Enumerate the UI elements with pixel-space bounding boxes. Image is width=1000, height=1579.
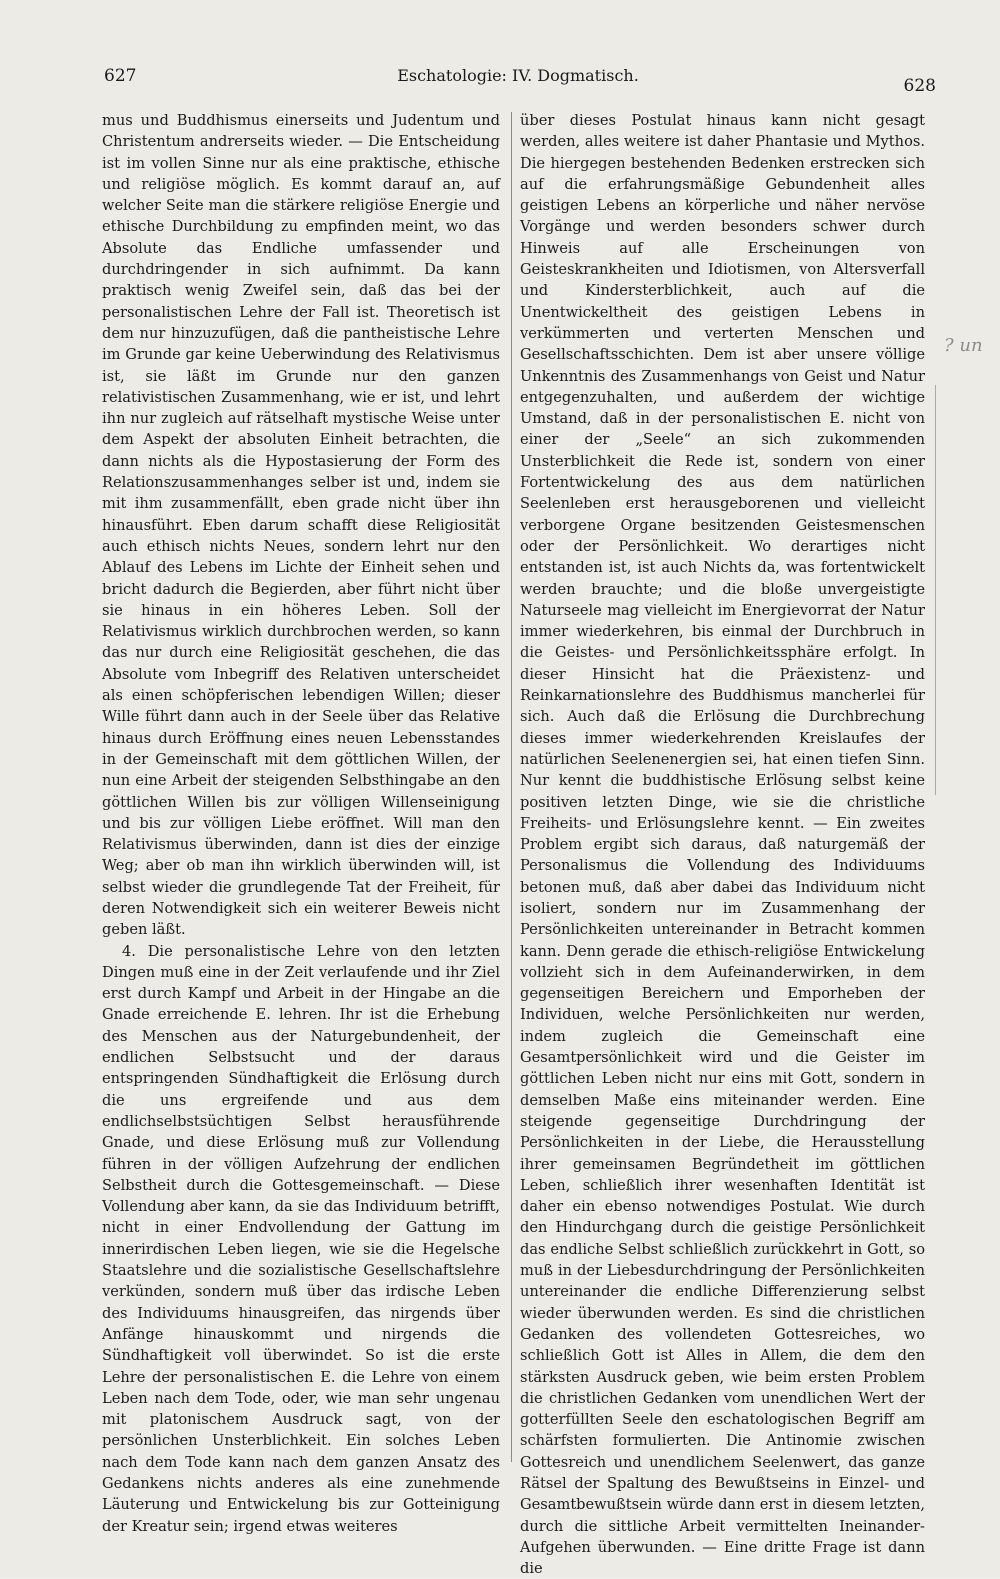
margin-handwritten-note: ? un [944,335,983,356]
paragraph: mus und Buddhismus einerseits und Judentum und Christentum andrerseits wieder. — Die Entscheidung ist im vollen Sinne nur als eine praktische, ethische und religiöse möglich. Es kommt darauf an, auf welcher Seite man die stärkere religiöse Energie und ethische Durchbildung zu empfinden meint, wo das Absolute das Endliche umfassender und durchdringender in sich aufnimmt. Da kann praktisch wenig Zweifel sein, daß das bei der personalistischen Lehre der Fall ist. Theoretisch ist dem nur hinzuzufügen, daß die pantheistische Lehre im Grunde gar keine Ueberwindung des Relativismus ist, sie läßt im Grunde nur den ganzen relativistischen Zusammenhang, wie er ist, und lehrt ihn nur zugleich auf rätselhaft mystische Weise unter dem Aspekt der absoluten Einheit betrachten, die dann nichts als die Hypostasierung der Form des Relationszusammenhanges selber ist und, indem sie mit ihm zusammenfällt, eben grade nicht über ihn hinausführt. Eben darum schafft diese Religiosität auch ethisch nichts Neues, sondern lehrt nur den Ablauf des Lebens im Lichte der Einheit sehen und bricht dadurch die Begierden, aber führt nicht über sie hinaus in ein höheres Leben. Soll der Relativismus wirklich durchbrochen werden, so kann das nur durch eine Religiosität geschehen, die das Absolute vom Inbegriff des Relativen unterscheidet als einen schöpferischen lebendigen Willen; dieser Wille führt dann auch in der Seele über das Relative hinaus durch Eröffnung eines neuen Lebensstandes in der Gemeinschaft mit dem göttlichen Willen, der nun eine Arbeit der steigenden Selbsthingabe an den göttlichen Willen bis zur völligen Willenseinigung und bis zur völligen Liebe eröffnet. Will man den Relativismus überwinden, dann ist dies der einzige Weg; aber ob man ihn wirklich überwinden will, ist selbst wieder die grundlegende Tat der Freiheit, für deren Notwendigkeit sich ein weiterer Beweis nicht geben läßt. [102,112,500,939]
column-divider [511,112,512,1462]
text-column-right [520,110,925,1578]
paragraph: 4. Die personalistische Lehre von den letzten Dingen muß eine in der Zeit verlaufende und ihr Ziel erst durch Kampf und Arbeit in der Hingabe an die Gnade erreichende E. lehren. Ihr ist die Erhebung des Menschen aus der Naturgebundenheit, der endlichen Selbstsucht und der daraus entspringenden Sündhaftigkeit die Erlösung durch die uns ergreifende und aus dem endlichselbstsüchtigen Selbst herausführende Gnade, und diese Erlösung muß zur Vollendung führen in der völligen Aufzehrung der endlichen Selbstheit durch die Gottesgemeinschaft. — Diese Vollendung aber kann, da sie das Individuum betrifft, nicht in einer Endvollendung der Gattung im innerirdischen Leben liegen, wie sie die Hegelsche Staatslehre und die sozialistische Gesellschaftslehre verkünden, sondern muß über das irdische Leben des Individuums hinausgreifen, das nirgends über Anfänge hinauskommt und nirgends die Sündhaftigkeit voll überwindet. So ist die erste Lehre der personalistischen E. die Lehre von einem Leben nach dem Tode, oder, wie man sehr ungenau mit platonischem Ausdruck sagt, von der persönlichen Unsterblichkeit. Ein solches Leben nach dem Tode kann nach dem ganzen Ansatz des Gedankens nichts anderes als eine zunehmende Läuterung und Entwickelung bis zur Gotteinigung der Kreatur sein; irgend etwas weiteres [102,942,500,1535]
running-title: Eschatologie: IV. Dogmatisch. [397,66,639,85]
paragraph: über dieses Postulat hinaus kann nicht gesagt werden, alles weitere ist daher Phantasie und Mythos. Die hiergegen bestehenden Bedenken erstrecken sich auf die erfahrungsmäßige Gebundenheit alles geistigen Lebens an körperliche und näher nervöse Vorgänge und werden besonders schwer durch Hinweis auf alle Erscheinungen von Geisteskrankheiten und Idiotismen, von Altersverfall und Kindersterblichkeit, auch auf die Unentwickeltheit des geistigen Lebens in verkümmerten und verterten Menschen und Gesellschaftsschichten. Dem ist aber unsere völlige Unkenntnis des Zusammenhangs von Geist und Natur entgegenzuhalten, und außerdem der wichtige Umstand, daß in der personalistischen E. nicht von einer der „Seele“ an sich zukommenden Unsterblichkeit die Rede ist, sondern von einer Fortentwickelung des aus dem natürlichen Seelenleben erst herausgeborenen und vielleicht verborgene Organe besitzenden Geistesmenschen oder der Persönlichkeit. Wo derartiges nicht entstanden ist, ist auch Nichts da, was fortentwickelt werden brauchte; und die bloße unvergeistigte Naturseele mag vielleicht im Energievorrat der Natur immer wiederkehren, bis einmal der Durchbruch in die Geistes- und Persönlichkeitssphäre erfolgt. In dieser Hinsicht hat die Präexistenz- und Reinkarnationslehre des Buddhismus mancherlei für sich. Auch daß die Erlösung die Durchbrechung dieses immer wiederkehrenden Kreislaufes der natürlichen Seelenenergien sei, hat einen tiefen Sinn. Nur kennt die buddhistische Erlösung selbst keine positiven letzten Dinge, wie sie die christliche Freiheits- und Erlösungslehre kennt. — Ein zweites Problem ergibt sich daraus, daß naturgemäß der Personalismus die Vollendung des Individuums betonen muß, daß aber dabei das Individuum nicht isoliert, sondern nur im Zusammenhang der Persönlichkeiten untereinander in Betracht kommen kann. Denn gerade die ethisch-religiöse Entwickelung vollzieht sich in dem Aufeinanderwirken, in dem gegenseitigen Bereichern und Emporheben der Individuen, welche Persönlichkeiten nur werden, indem zugleich die Gemeinschaft eine Gesamtpersönlichkeit wird und die Geister im göttlichen Leben nicht nur eins mit Gott, sondern in demselben Maße eins miteinander werden. Eine steigende gegenseitige Durchdringung der Persönlichkeiten in der Liebe, die Herausstellung ihrer gemeinsamen Begründetheit im göttlichen Leben, schließlich ihrer wesenhaften Identität ist daher ein ebenso notwendiges Postulat. Wie durch den Hindurchgang durch die geistige Persönlichkeit das endliche Selbst schließlich zurückkehrt in Gott, so muß in der Liebesdurchdringung der Persönlichkeiten untereinander die endliche Differenzierung selbst wieder überwunden werden. Es sind die christlichen Gedanken des vollendeten Gottesreiches, wo schließlich Gott ist Alles in Allem, die dem den stärksten Ausdruck geben, wie beim ersten Problem die christlichen Gedanken vom unendlichen Wert der gotterfüllten Seele den eschatologischen Begriff am schärfsten formulierten. Die Antinomie zwischen Gottesreich und unendlichem Seelenwert, das ganze Rätsel der Spaltung des Bewußtseins in Einzel- und Gesamtbewußtsein würde dann erst in diesem letzten, durch die sittliche Arbeit vermittelten Ineinander-Aufgehen überwunden. — Eine dritte Frage ist dann die [520,112,925,1578]
text-column-left [102,110,500,1535]
page-number-right: 628 [903,76,936,96]
running-header [100,66,936,96]
margin-pencil-line [935,385,936,795]
page-number-left: 627 [104,66,137,86]
